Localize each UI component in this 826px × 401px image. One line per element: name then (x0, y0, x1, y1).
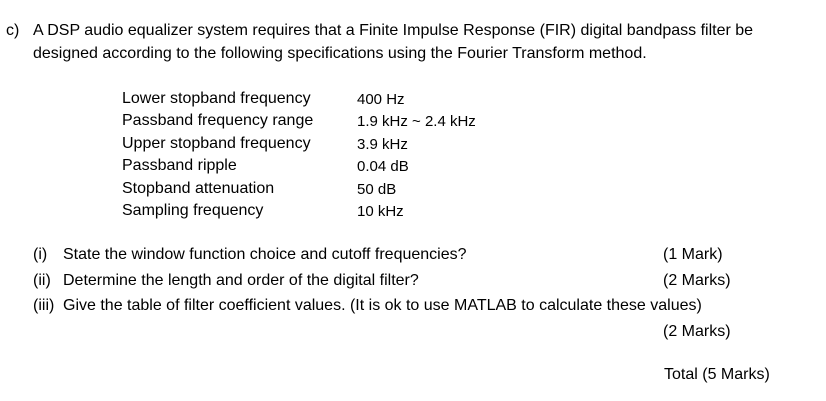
spec-name: Lower stopband frequency (122, 90, 311, 107)
subquestion-text: State the window function choice and cutoff frequencies? (63, 246, 467, 263)
subquestion-marks: (2 Marks) (663, 323, 731, 340)
question-text-line-1: A DSP audio equalizer system requires that a Finite Impulse Response (FIR) digital bandpass filter be (33, 22, 754, 39)
spec-value: 50 dB (357, 181, 397, 198)
spec-value: 10 kHz (357, 203, 404, 220)
subquestion-marks: (1 Mark) (663, 246, 723, 263)
spec-name: Stopband attenuation (122, 180, 275, 197)
subquestion-text: Determine the length and order of the digital filter? (63, 272, 419, 289)
spec-value: 3.9 kHz (357, 136, 408, 153)
subquestion-marks: (2 Marks) (663, 272, 731, 289)
question-text-line-2: designed according to the following specifications using the Fourier Transform method. (33, 45, 647, 62)
spec-value: 1.9 kHz ~ 2.4 kHz (357, 113, 476, 130)
question-label: c) (6, 22, 20, 39)
spec-name: Passband frequency range (122, 112, 314, 129)
spec-name: Passband ripple (122, 157, 237, 174)
subquestion-number: (i) (33, 246, 48, 263)
spec-value: 400 Hz (357, 91, 405, 108)
subquestion-text: Give the table of filter coefficient values. (It is ok to use MATLAB to calculate these values) (63, 297, 702, 314)
spec-name: Upper stopband frequency (122, 135, 311, 152)
spec-name: Sampling frequency (122, 202, 264, 219)
subquestion-number: (ii) (33, 272, 51, 289)
subquestion-number: (iii) (33, 297, 55, 314)
spec-value: 0.04 dB (357, 158, 409, 175)
total-marks: Total (5 Marks) (664, 366, 770, 383)
